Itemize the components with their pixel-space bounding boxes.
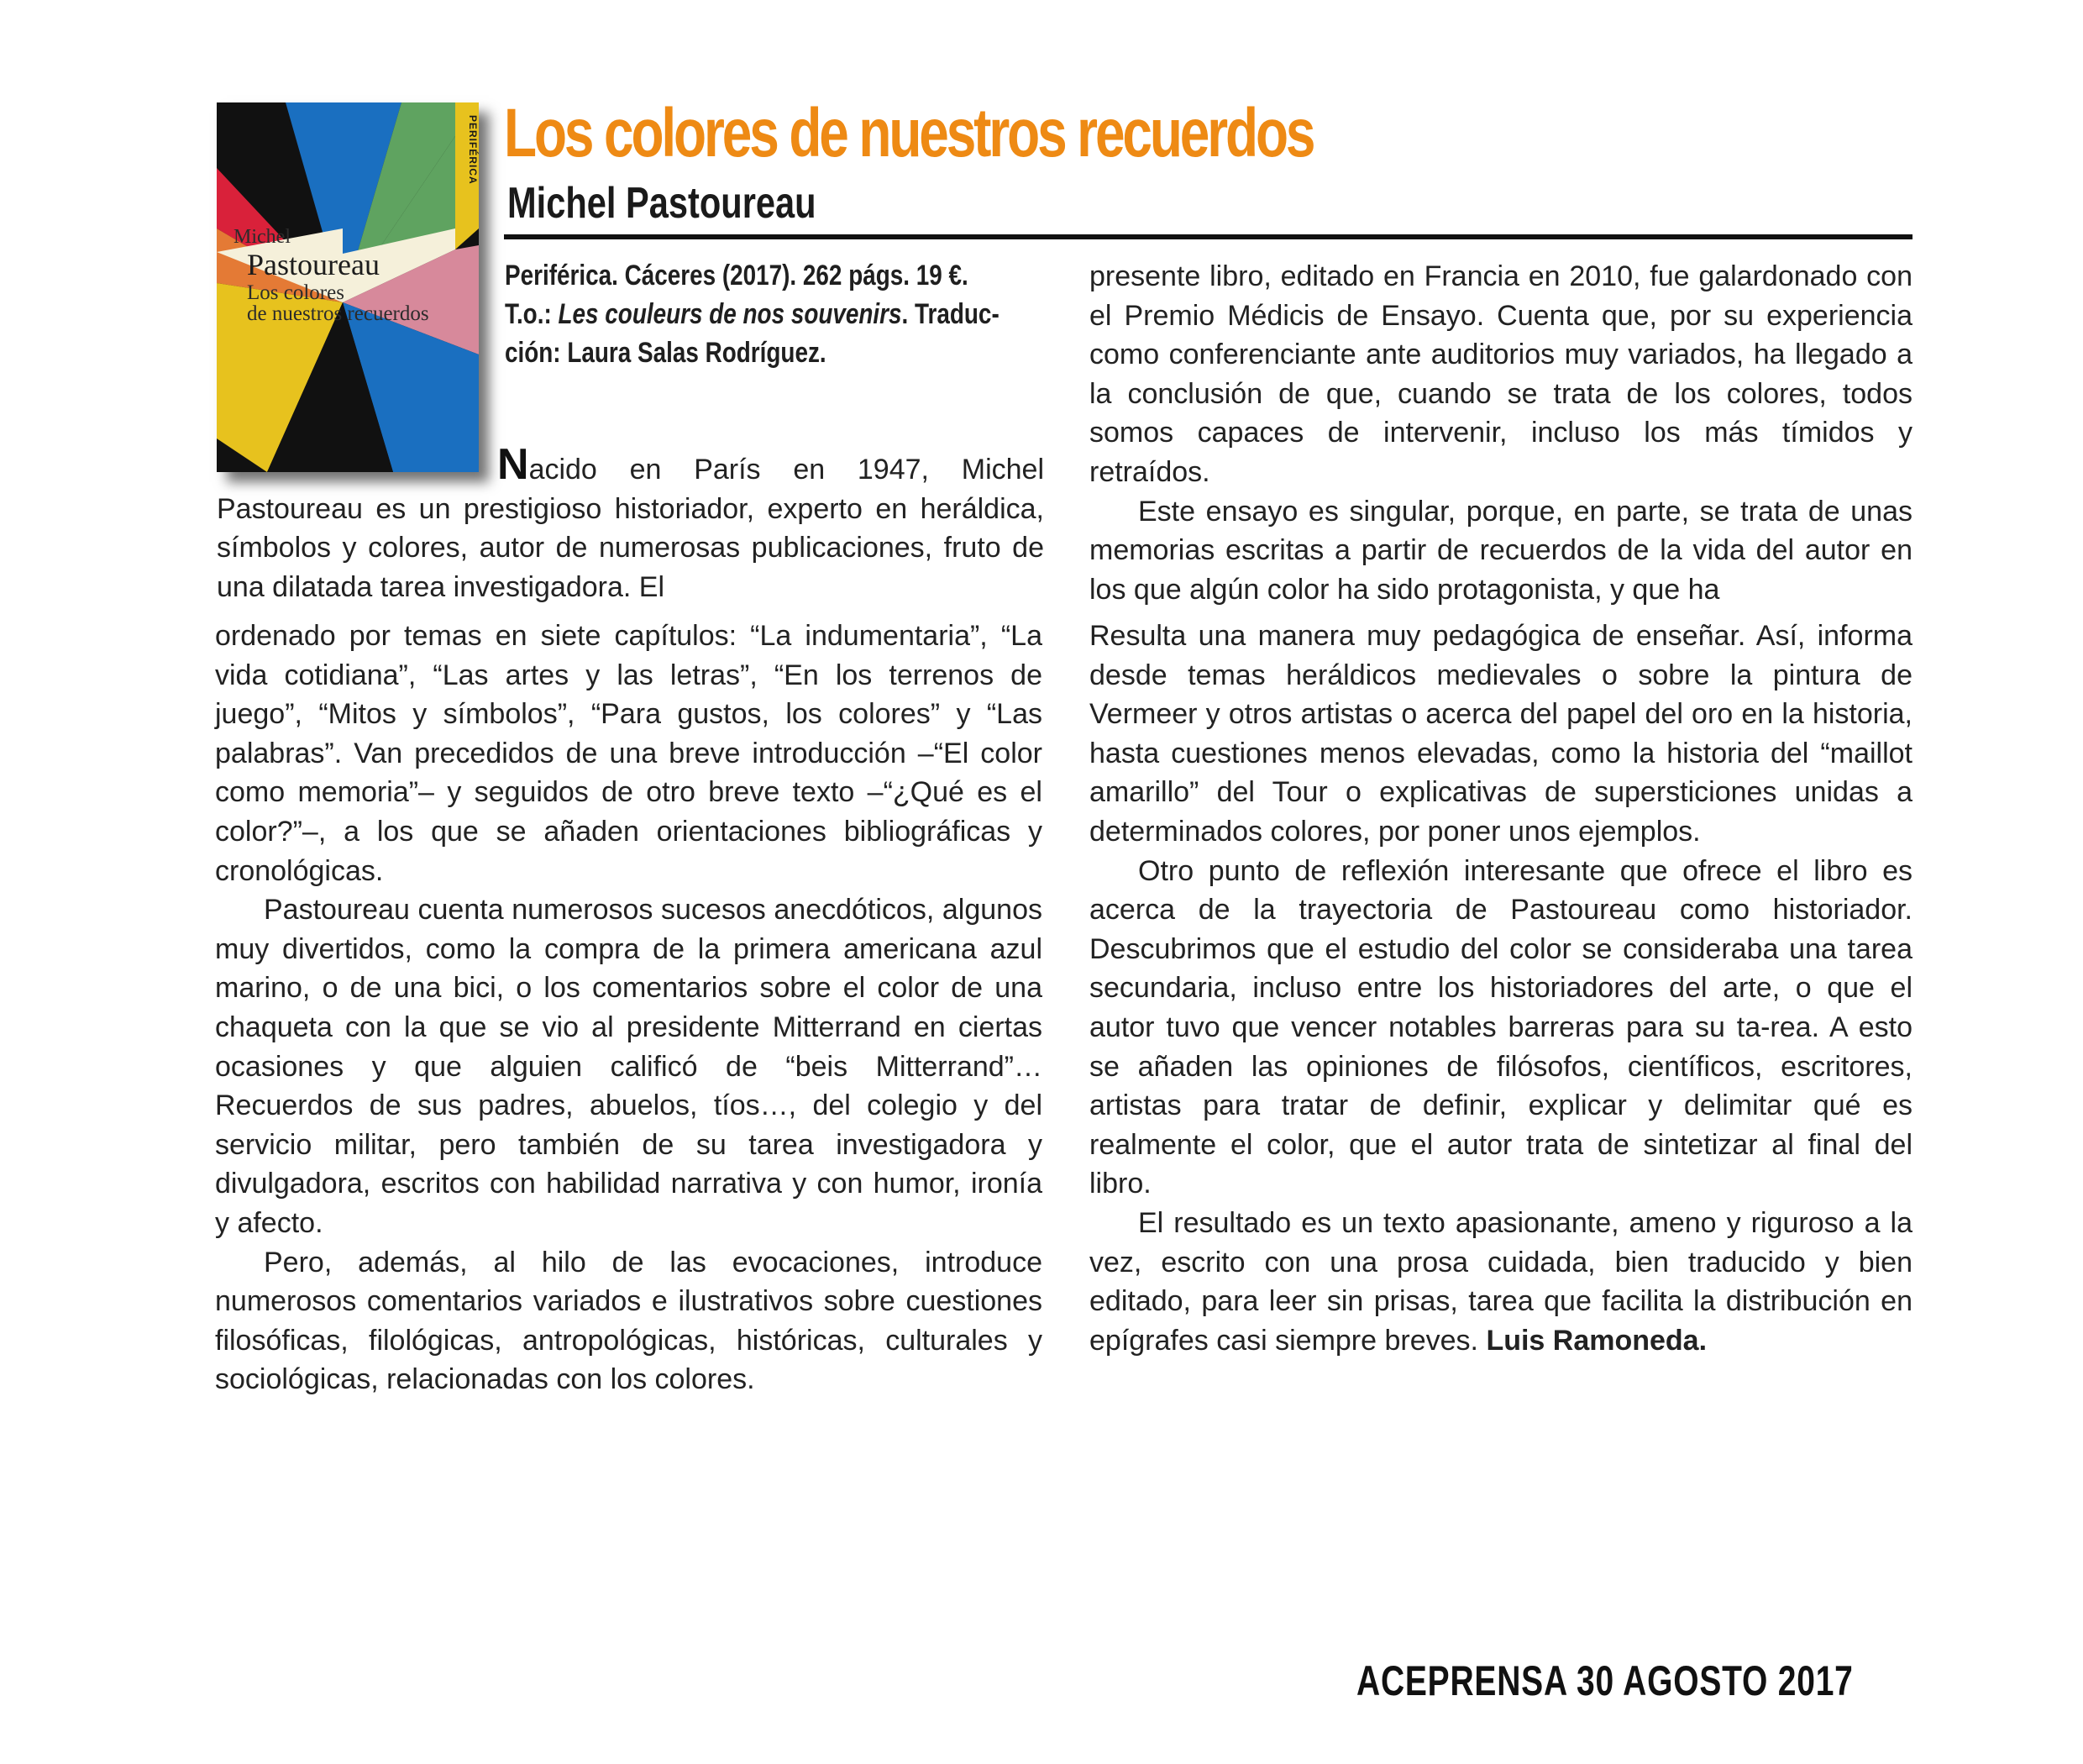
- publication-source: ACEPRENSA 30 AGOSTO 2017: [1356, 1657, 1854, 1704]
- paragraph-award: presente libro, editado en Francia en 2010, fue galardonado con el Premio Médicis de Ensayo. Cuenta que, por su experiencia como conferenciante ante auditorios muy variados, ha llegado a la conclusión de que, cuando se trata de los colores, todos somos capaces de intervenir, incluso los más tímidos y retraídos.: [1089, 260, 1912, 488]
- book-details: [505, 256, 1000, 372]
- cover-author-first: Michel: [233, 226, 291, 248]
- translation-label: . Traduc-: [901, 298, 1000, 330]
- book-details-line-2: [505, 295, 1000, 333]
- intro-paragraph: [217, 440, 1044, 606]
- book-details-line-3: ción: Laura Salas Rodríguez.: [505, 337, 826, 369]
- original-title: Les couleurs de nos souvenirs: [558, 298, 902, 330]
- right-column: [1089, 617, 1912, 1360]
- paragraph-reflection: Otro punto de reflexión interesante que ofrece el libro es acerca de la trayectoria de Pastoureau como historiador. Descubrimos que el estudio del color se consideraba una tarea secundaria, incluso entre los historiadores del arte, o que el autor tuvo que vencer notables barreras para su ta-rea. A esto se añaden las opiniones de filósofos, científicos, escritores, artistas para tratar de definir, explicar y delimitar qué es realmente el color, que el autor trata de sintetizar al final del libro.: [1089, 854, 1912, 1200]
- paragraph-anecdotes: Pastoureau cuenta numerosos sucesos anecdóticos, algunos muy divertidos, como la compra de la primera americana azul marino, o de una bici, o los comentarios sobre el color de una chaqueta con la que se vio al presidente Mitterrand en ciertas ocasiones y que alguien calificó de “beis Mitterrand”… Recuerdos de sus padres, abuelos, tíos…, del colegio y del servicio militar, pero también de su tarea investigadora y divulgadora, escritos con habilidad narrativa y con humor, ironía y afecto.: [215, 894, 1042, 1239]
- reviewer-signature: Luis Ramoneda.: [1486, 1324, 1708, 1357]
- right-column-top: [1089, 257, 1912, 609]
- drop-cap: N: [497, 440, 529, 489]
- original-title-label: T.o.:: [505, 298, 559, 330]
- cover-title-line-1: Los colores: [247, 281, 344, 304]
- intro-text: acido en París en 1947, Michel Pastoureau es un prestigioso historiador, experto en heráldica, símbolos y colores, autor de numerosas publicaciones, fruto de una dilatada tarea investigadora. El: [217, 454, 1044, 603]
- article-title: Los colores de nuestros recuerdos: [504, 95, 1314, 171]
- left-column: [215, 617, 1042, 1399]
- header-rule: [504, 234, 1912, 239]
- cover-title-line-2: de nuestros recuerdos: [247, 302, 429, 325]
- cover-author-last: Pastoureau: [247, 248, 380, 281]
- cover-publisher: PERIFÉRICA: [467, 115, 479, 185]
- paragraph-memoir: Este ensayo es singular, porque, en parte, se trata de unas memorias escritas a partir de recuerdos de la vida del autor en los que algún color ha sido protagonista, y que ha: [1089, 495, 1912, 606]
- paragraph-comments: Pero, además, al hilo de las evocaciones, introduce numerosos comentarios variados e ilustrativos sobre cuestiones filosóficas, filológicas, antropológicas, históricas, culturales y sociológicas, relacionadas con los colores.: [215, 1246, 1042, 1396]
- paragraph-pedagogy: Resulta una manera muy pedagógica de enseñar. Así, informa desde temas heráldicos medievales o sobre la pintura de Vermeer y otros artistas o acerca del papel del oro en la historia, hasta cuestiones menos elevadas, como la historia del “maillot amarillo” del Tour o explicativas de supersticiones unidas a determinados colores, por poner unos ejemplos.: [1089, 620, 1912, 848]
- conclusion-text: El resultado es un texto apasionante, ameno y riguroso a la vez, escrito con una prosa cuidada, bien traducido y bien editado, para leer sin prisas, tarea que facilita la distribución en epígrafes casi siempre breves.: [1089, 1206, 1912, 1357]
- paragraph-chapters: ordenado por temas en siete capítulos: “La indumentaria”, “La vida cotidiana”, “Las artes y las letras”, “En los terrenos de juego”, “Mitos y símbolos”, “Para gustos, los colores” y “Las palabras”. Van precedidos de una breve introducción –“El color como memoria”– y seguidos de otro breve texto –“¿Qué es el color?”–, a los que se añaden orientaciones bibliográficas y cronológicas.: [215, 620, 1042, 887]
- book-details-line-1: Periférica. Cáceres (2017). 262 págs. 19 €.: [505, 260, 968, 291]
- article-author: Michel Pastoureau: [507, 179, 816, 228]
- book-cover: [217, 102, 479, 472]
- paragraph-conclusion: [1089, 1204, 1912, 1360]
